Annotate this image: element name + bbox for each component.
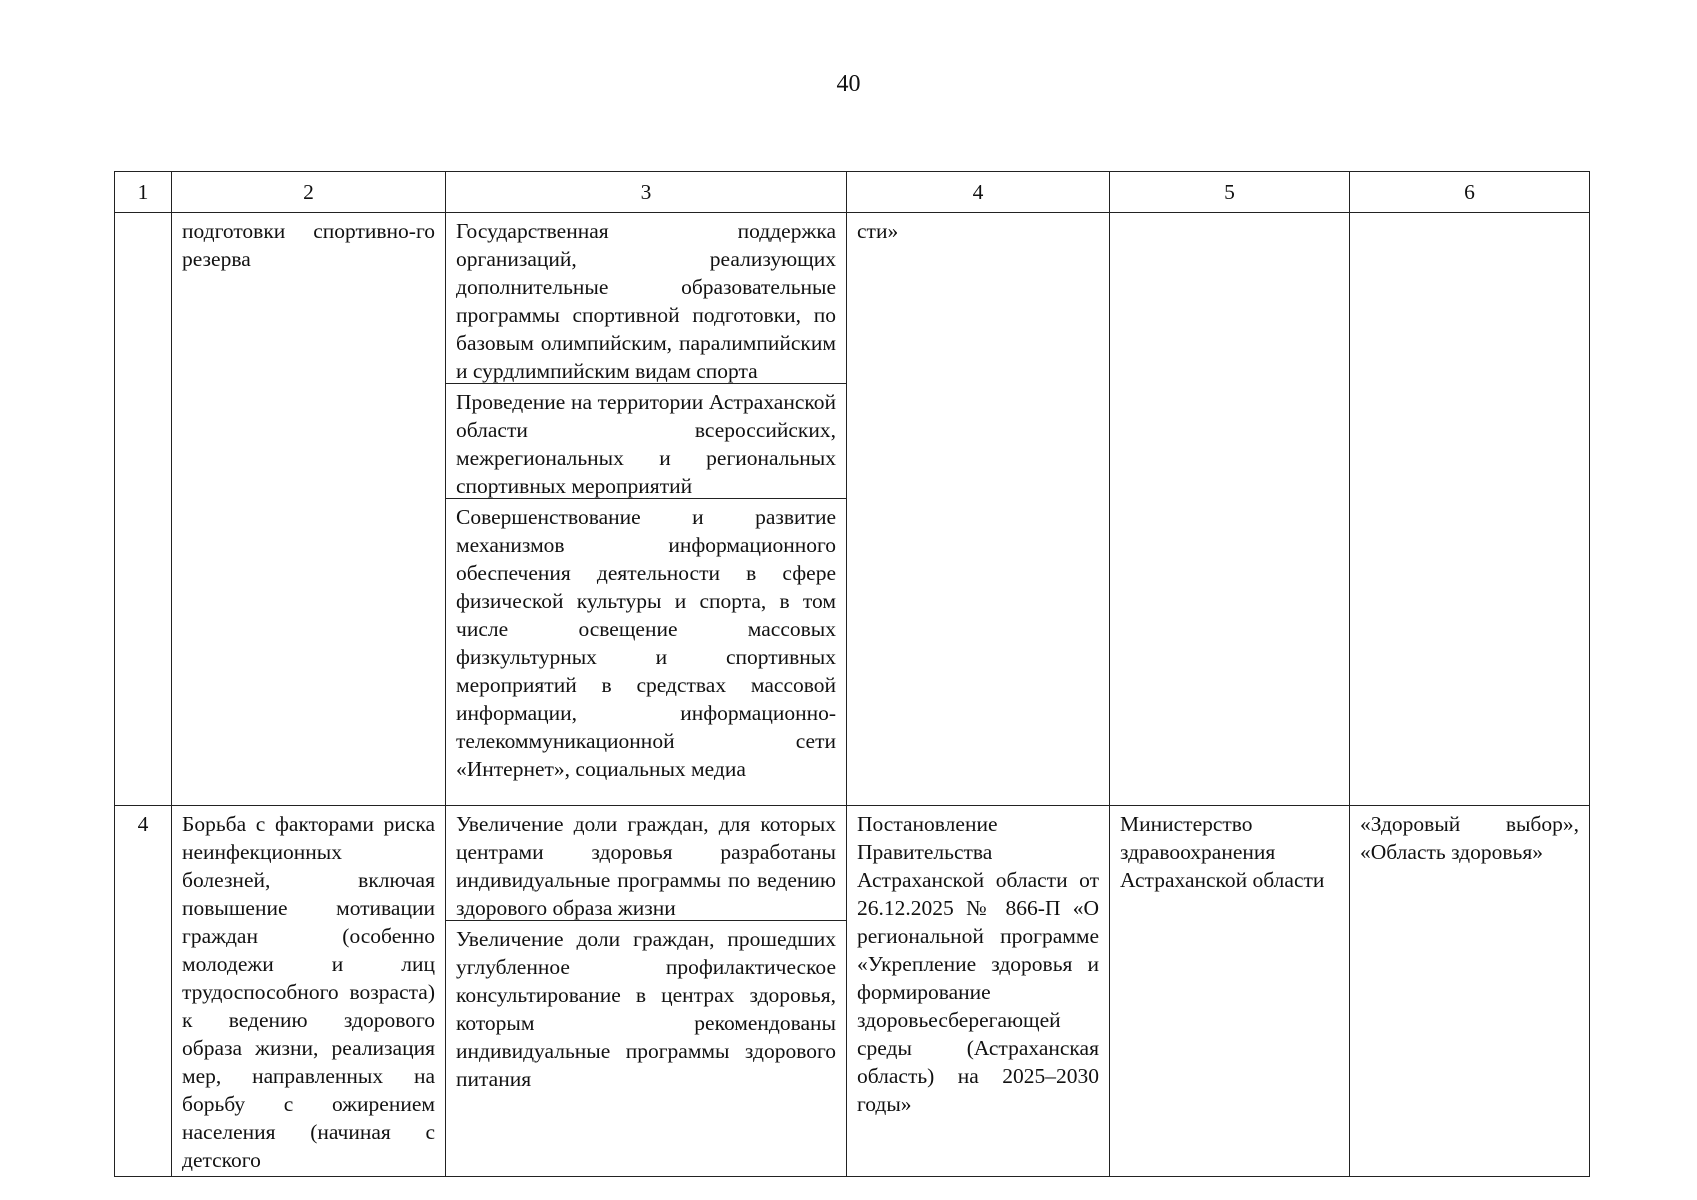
table-row [115, 213, 1590, 806]
document-cell: сти» [847, 213, 1110, 806]
row-number [115, 213, 172, 806]
header-cell-6: 6 [1350, 172, 1590, 213]
header-cell-4: 4 [847, 172, 1110, 213]
measures-cell [446, 806, 847, 1177]
measure-item: Проведение на территории Астраханской области всероссийских, межрегиональных и региональных спортивных мероприятий [446, 384, 846, 499]
measure-item: Государственная поддержка организаций, реализующих дополнительные образовательные программы спортивной подготовки, по базовым олимпийским, паралимпийским и сурдлимпийским видам спорта [446, 213, 846, 384]
table-row [115, 806, 1590, 1177]
executor-cell: Министерство здравоохранения Астраханской области [1110, 806, 1350, 1177]
measure-item: Совершенствование и развитие механизмов информационного обеспечения деятельности в сфере физической культуры и спорта, в том числе освещение массовых физкультурных и спортивных мероприятий в средствах массовой информации, информационно-телекоммуникационной сети «Интернет», социальных медиа [456, 505, 836, 781]
document-cell: Постановление Правительства Астраханской области от 26.12.2025 № 866-П «О региональной программе «Укрепление здоровья и формирование здоровьесберегающей среды (Астраханская область) на 2025–2030 годы» [847, 806, 1110, 1177]
task-cell: подготовки спортивно-го резерва [172, 213, 446, 806]
measures-table [114, 171, 1590, 1177]
header-cell-5: 5 [1110, 172, 1350, 213]
task-cell: Борьба с факторами риска неинфекционных болезней, включая повышение мотивации граждан (особенно молодежи и лиц трудоспособного возраста) к ведению здорового образа жизни, реализация мер, направленных на борьбу с ожирением населения (начиная с детского [172, 806, 446, 1177]
project-cell: «Здоровый выбор», «Область здоровья» [1350, 806, 1590, 1177]
header-cell-2: 2 [172, 172, 446, 213]
project-cell [1350, 213, 1590, 806]
header-row [115, 172, 1590, 213]
header-cell-1: 1 [115, 172, 172, 213]
row-number: 4 [115, 806, 172, 1177]
measure-item: Увеличение доли граждан, прошедших углубленное профилактическое консультирование в центрах здоровья, которым рекомендованы индивидуальные программы здорового питания [456, 927, 836, 1091]
measures-cell [446, 213, 847, 806]
page-number: 40 [836, 71, 861, 97]
executor-cell [1110, 213, 1350, 806]
measure-item: Увеличение доли граждан, для которых центрами здоровья разработаны индивидуальные программы по ведению здорового образа жизни [446, 806, 846, 921]
header-cell-3: 3 [446, 172, 847, 213]
